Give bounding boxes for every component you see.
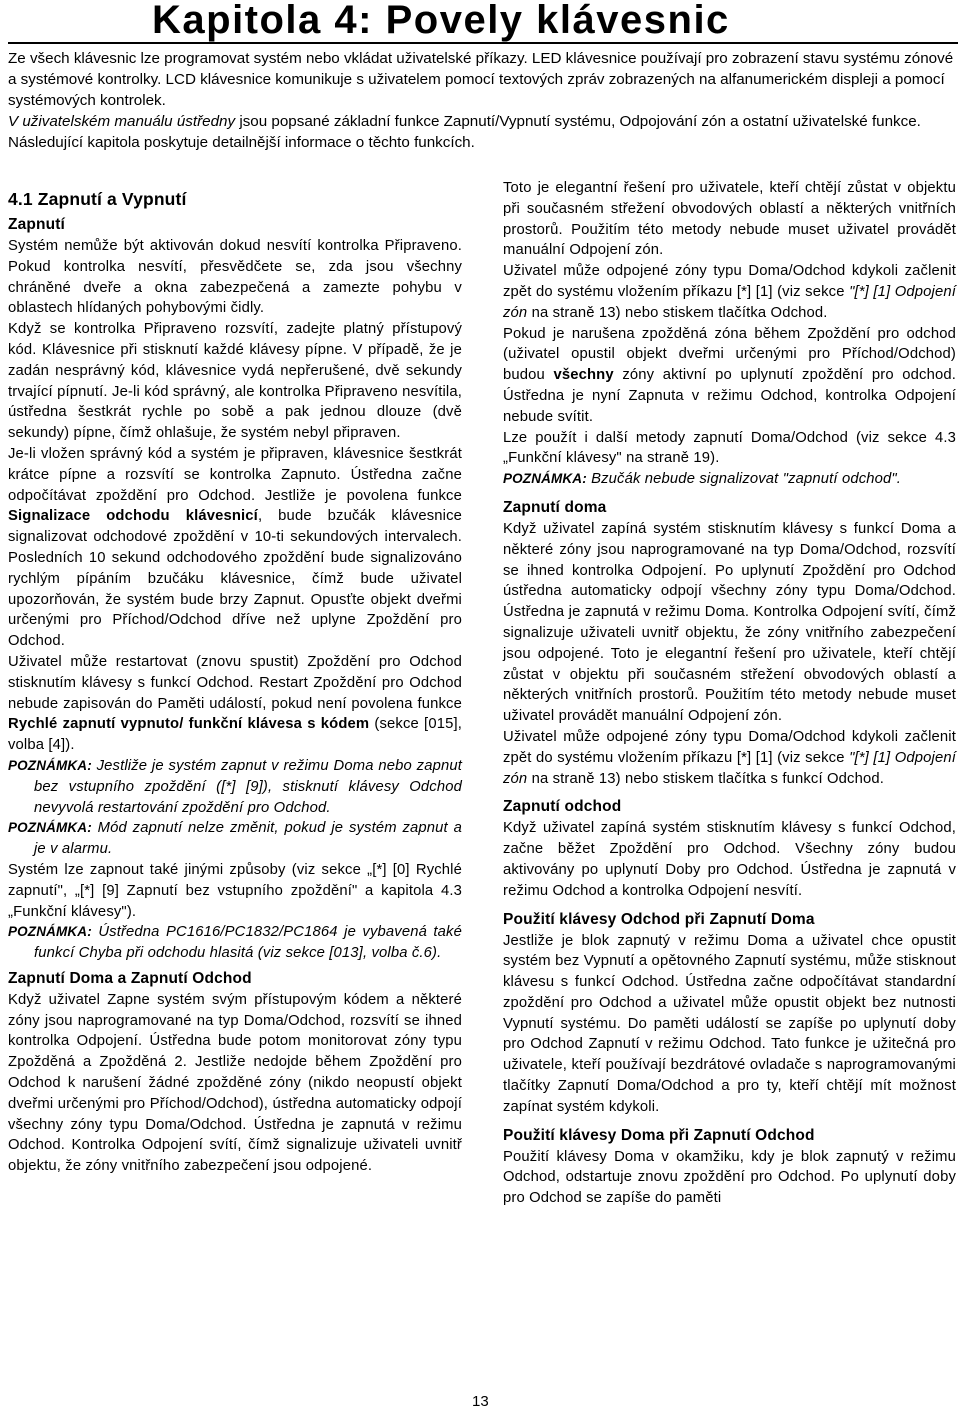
note-text: Bzučák nebude signalizovat "zapnutí odchod". [591,471,902,488]
paragraph: Když uživatel zapíná systém stisknutím klávesy s funkcí Odchod, začne běžet Zpoždění pro Odchod. Všechny zóny budou aktivovány po uplynutí Doby pro Odchod. Ústředna je zapnutá v režimu Odchod a kontrolka Odpojení nesvítí. [503,820,956,899]
intro-emphasis: V uživatelském manuálu ústředny [8,113,236,130]
text-run: (sekce [015], volba [4]). [8,716,462,754]
note [503,469,956,490]
note [8,922,462,964]
italic-reference: "[*] [1] Odpojení zón [503,283,956,321]
paragraph: Když uživatel zapíná systém stisknutím klávesy s funkcí Doma a některé zóny jsou naprogramované na typ Doma/Odchod, rozsvítí se ihned kontrolka Odpojení. Po uplynutí Zpoždění pro Odchod ústředna automaticky odpojí všechny zóny typu Doma/Odchod. Ústředna je zapnutá v režimu Doma. Kontrolka Odpojení svítí, čímž signalizuje uživateli uvnitř objektu, že zóny vnitřního zabezpečení jsou odpojené. Toto je elegantní řešení pro uživatele, kteří chtějí zůstat v objektu při současném střežení obvodových oblastí a některých vnitřních prostorů. Použitím této metody nebude muset uživatel provádět manuální Odpojení zón. [503,520,956,725]
paragraph [503,261,956,323]
paragraph: Použití klávesy Doma v okamžiku, kdy je blok zapnutý v režimu Odchod, odstartuje znovu zpoždění pro Odchod. Po uplynutí doby pro Odchod se zapíše do paměti [503,1148,956,1207]
note-label: POZNÁMKA: [503,471,587,487]
intro-paragraph-1: Ze všech klávesnic lze programovat systém nebo vkládat uživatelské příkazy. LED klávesnice používají pro zobrazení stavu systému zónové a systémové kontrolky. LCD klávesnice komunikuje s uživatelem pomocí textových zpráv zobrazených na alfanumerickém displeji a pomocí systémových kontrolek. [8,50,954,109]
paragraph: Když se kontrolka Připraveno rozsvítí, zadejte platný přístupový kód. Klávesnice při stisknutí každé klávesy pípne. V případě, že je zadán nesprávný kód, klávesnice vydá nepřerušené, dvě sekundy trvající pípnutí. Je-li kód správný, ale kontrolka Připraveno nesvítila, ústředna šestkrát rychle po sobě a pak jednou dlouze (dvě sekundy) pípne, čímž ohlašuje, že systém nebyl připraven. [8,321,462,442]
text-run: na straně 13) nebo stiskem tlačítka Odchod. [527,304,828,321]
paragraph [503,324,956,428]
paragraph: Když uživatel Zapne systém svým přístupovým kódem a některé zóny jsou naprogramované na typ Doma/Odchod, rozsvítí se ihned kontrolka Odpojení. Ústředna bude potom monitorovat zóny typu Zpožděná a Zpožděná 2. Jestliže nedojde během Zpoždění pro Odchod k narušení žádné zpožděné zóny (nikdo neopustí objekt dveřmi určenými pro Příchod/Odchod), ústředna automaticky odpojí všechny zóny typu Doma/Odchod. Ústředna je zapnutá v režimu Odchod. Kontrolka Odpojení svítí, čímž signalizuje uživateli uvnitř objektu, že zóny vnitřního zabezpečení jsou odpojené. [8,991,462,1175]
paragraph [8,444,462,652]
note [8,756,462,818]
paragraph: Lze použít i další metody zapnutí Doma/Odchod (viz sekce 4.3 „Funkční klávesy" na straně 19). [503,429,956,467]
subheading-odchod-pri-doma: Použití klávesy Odchod při Zapnutí Doma [503,910,815,928]
text-run: , bude bzučák klávesnice signalizovat odchodové zpoždění v 10-ti sekundových intervalech. Posledních 10 sekund odchodového zpoždění bude signalizováno rychlým pípáním bzučáku klávesnice, čímž bude uživatel upozorňován, že systém bude brzy Zapnut. Opusťte objekt dveřmi určenými pro Příchod/Odchod dříve než uplyne Zpoždění pro Odchod. [8,508,463,650]
note-label: POZNÁMKA: [8,757,92,773]
note-label: POZNÁMKA: [8,820,92,836]
bold-term: Rychlé zapnutí vypnuto/ funkční klávesa s kódem [8,716,370,733]
title-underline [8,42,958,44]
text-run: Uživatel může odpojené zóny typu Doma/Odchod kdykoli začlenit zpět do systému vložením příkazu [*] [1] (viz sekce [503,728,956,766]
paragraph [503,727,956,789]
bold-term: všechny [553,367,614,384]
text-run: Uživatel může odpojené zóny typu Doma/Odchod kdykoli začlenit zpět do systému vložením příkazu [*] [1] (viz sekce [503,263,956,300]
note-text: Ústředna PC1616/PC1832/PC1864 je vybavená také funkcí Chyba při odchodu hlasitá (viz sekce [013], volba č.6). [34,924,462,962]
chapter-title: Kapitola 4: Povely klávesnic [152,0,730,42]
subheading-doma-pri-odchod: Použití klávesy Doma při Zapnutí Odchod [503,1126,815,1144]
subheading-zapnuti: Zapnutí [8,216,66,233]
paragraph [8,652,462,756]
section-heading: 4.1 Zapnutí a Vypnutí [8,189,187,209]
paragraph: Toto je elegantní řešení pro uživatele, kteří chtějí zůstat v objektu při současném střežení obvodových oblastí a některých vnitřních prostorů. Použitím této metody nebude muset uživatel provádět manuální Odpojení zón. [503,180,956,259]
paragraph: Jestliže je blok zapnutý v režimu Doma a uživatel chce opustit systém bez Vypnutí a opětovného Zapnutí systému, může stisknout klávesu s funkcí Odchod. Ústředna začne odpočítávat standardní zpoždění pro Odchod a uživatel může opustit objekt bez nutnosti Vypnutí systému. Do paměti událostí se zapíše po uplynutí doby pro Odchod Zapnutí v režimu Odchod. Tato funkce je užitečná pro uživatele, kteří používají bezdrátové ovladače s naprogramovanými tlačítky Zapnutí Doma/Odchod a pro ty, kteří chtějí mít možnost zapínat systém kdykoli. [503,932,956,1115]
italic-reference: "[*] [1] Odpojení zón [503,749,956,787]
text-run: Pokud je narušena zpožděná zóna během Zpoždění pro odchod (uživatel opustil objekt dveřmi určenými pro Příchod/Odchod) budou [503,325,956,384]
text-run: Je-li vložen správný kód a systém je připraven, klávesnice šestkrát krátce pípne a rozsvítí se kontrolka Zapnuto. Ústředna začne odpočítávat zpoždění pro Odchod. Jestliže je povolena funkce [8,445,462,504]
text-run: zóny aktivní po uplynutí zpoždění pro odchod. Ústředna je nyní Zapnuta v režimu Odchod, kontrolka Odpojení nebude svítit. [503,367,956,425]
intro-block [8,48,956,153]
paragraph: Systém lze zapnout také jinými způsoby (viz sekce „[*] [0] Rychlé zapnutí", „[*] [9] Zapnutí bez vstupního zpoždění" a kapitola 4.3 „Funkční klávesy"). [8,861,462,920]
paragraph: Systém nemůže být aktivován dokud nesvítí kontrolka Připraveno. Pokud kontrolka nesvítí, přesvědčete se, zda jsou všechny chráněné dveře a okna zabezpečená a zamezte pohybu v oblastech hlídaných pohybovými čidly. [8,238,462,317]
note [8,818,462,860]
page-number: 13 [472,1393,489,1410]
subheading-doma-odchod: Zapnutí Doma a Zapnutí Odchod [8,969,252,987]
left-column [8,178,462,1177]
bold-term: Signalizace odchodu klávesnicí [8,508,258,525]
intro-paragraph-2: V uživatelském manuálu ústředny jsou popsané základní funkce Zapnutí/Vypnutí systému, Odpojování zón a ostatní uživatelské funkce. Následující kapitola poskytuje detailnější informace o těchto funkcích. [8,113,921,151]
subheading-zapnuti-doma: Zapnutí doma [503,498,607,516]
note-text: Mód zapnutí nelze změnit, pokud je systém zapnut a je v alarmu. [34,820,462,858]
subheading-zapnuti-odchod: Zapnutí odchod [503,798,622,816]
right-column [503,178,956,1209]
text-run: Uživatel může restartovat (znovu spustit) Zpoždění pro Odchod stisknutím klávesy s funkcí Odchod. Restart Zpoždění pro Odchod nebude zapisován do Paměti událostí, pokud není povolena funkce [8,653,462,712]
note-text: Jestliže je systém zapnut v režimu Doma nebo zapnut bez vstupního zpoždění ([*] [9]), stisknutí klávesy Odchod nevyvolá restartování zpoždění pro Odchod. [34,757,463,816]
text-run: na straně 13) nebo stiskem tlačítka s funkcí Odchod. [527,770,884,787]
note-label: POZNÁMKA: [8,924,92,940]
